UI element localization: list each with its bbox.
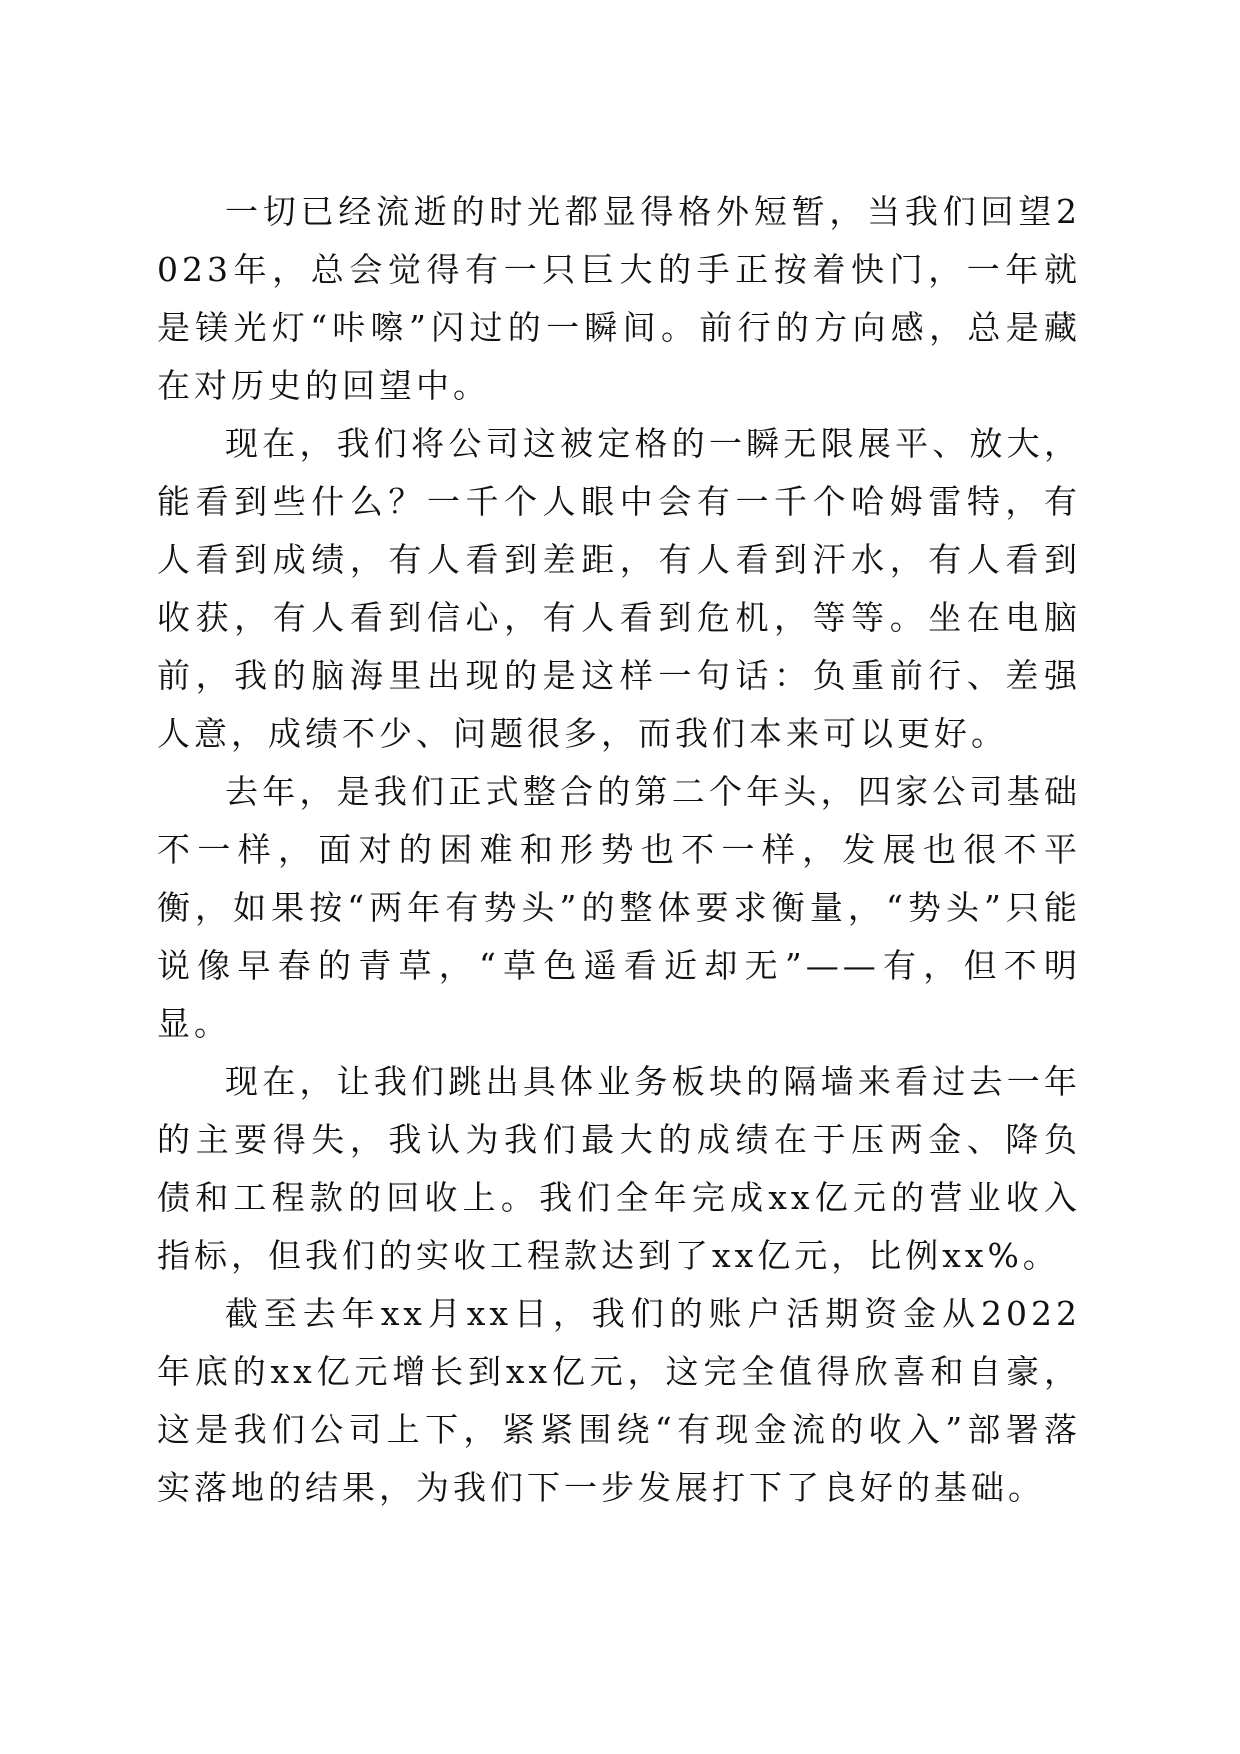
paragraph-5: 截至去年xx月xx日，我们的账户活期资金从2022年底的xx亿元增长到xx亿元，这完全值得欣喜和自豪，这是我们公司上下，紧紧围绕“有现金流的收入”部署落实落地的结果，为我们下一步发展打下了良好的基础。	[157, 1294, 1081, 1507]
document-body	[157, 183, 1081, 1517]
paragraph-1: 一切已经流逝的时光都显得格外短暂，当我们回望2023年，总会觉得有一只巨大的手正按着快门，一年就是镁光灯“咔嚓”闪过的一瞬间。前行的方向感，总是藏在对历史的回望中。	[157, 192, 1081, 405]
paragraph-2: 现在，我们将公司这被定格的一瞬无限展平、放大，能看到些什么？一千个人眼中会有一千个哈姆雷特，有人看到成绩，有人看到差距，有人看到汗水，有人看到收获，有人看到信心，有人看到危机，等等。坐在电脑前，我的脑海里出现的是这样一句话：负重前行、差强人意，成绩不少、问题很多，而我们本来可以更好。	[157, 424, 1081, 753]
paragraph-4: 现在，让我们跳出具体业务板块的隔墙来看过去一年的主要得失，我认为我们最大的成绩在于压两金、降负债和工程款的回收上。我们全年完成xx亿元的营业收入指标，但我们的实收工程款达到了xx亿元，比例xx%。	[157, 1062, 1081, 1275]
paragraph-3: 去年，是我们正式整合的第二个年头，四家公司基础不一样，面对的困难和形势也不一样，发展也很不平衡，如果按“两年有势头”的整体要求衡量，“势头”只能说像早春的青草，“草色遥看近却无”——有，但不明显。	[157, 772, 1081, 1043]
